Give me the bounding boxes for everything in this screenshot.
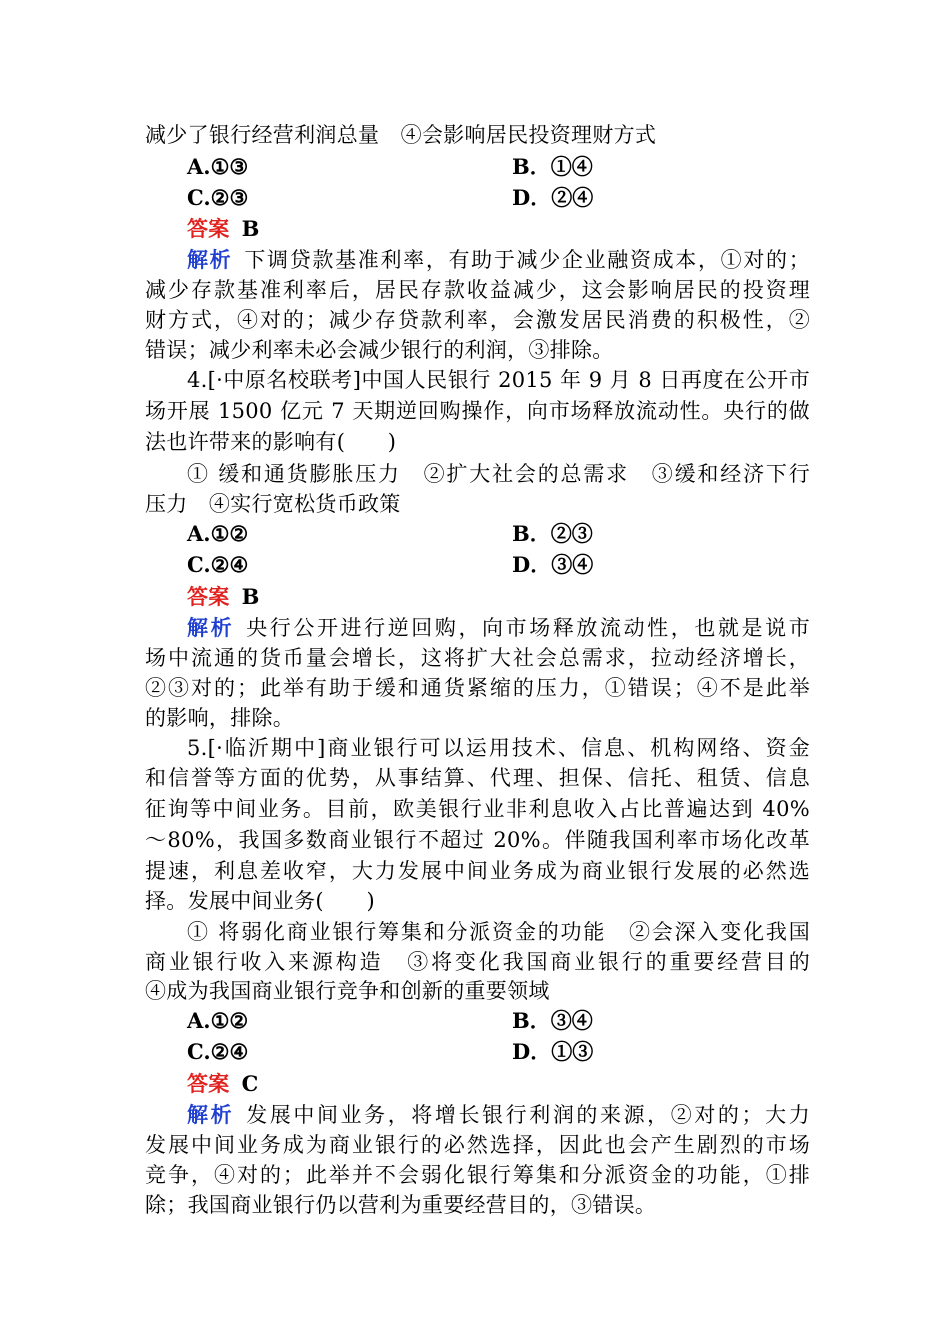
option-b: B．③④ bbox=[512, 1008, 593, 1033]
question-stem-line: 5.[·临沂期中]商业银行可以运用技术、信息、机构网络、资金 bbox=[187, 736, 810, 760]
option-b: B．①④ bbox=[512, 154, 593, 179]
option-c: C.②③ bbox=[187, 185, 249, 210]
question-stem-line: 减少了银行经营利润总量 ④会影响居民投资理财方式 bbox=[145, 123, 657, 147]
option-c: C.②④ bbox=[187, 552, 249, 577]
choice-line: ① 将弱化商业银行筹集和分派资金的功能 ②会深入变化我国 bbox=[187, 920, 810, 944]
question-stem-line: 提速，利息差收窄，大力发展中间业务成为商业银行发展的必然选 bbox=[145, 859, 810, 883]
option-a: A.①② bbox=[187, 1008, 249, 1033]
answer-value: B bbox=[241, 584, 260, 609]
option-c: C.②④ bbox=[187, 1039, 249, 1064]
question-stem-line: 场开展 1500 亿元 7 天期逆回购操作，向市场释放流动性。央行的做 bbox=[145, 399, 810, 423]
explanation-label: 解析 bbox=[187, 247, 233, 272]
choice-line: ① 缓和通货膨胀压力 ②扩大社会的总需求 ③缓和经济下行 bbox=[187, 462, 810, 486]
explanation-line: 场中流通的货币量会增长，这将扩大社会总需求，拉动经济增长， bbox=[145, 646, 810, 670]
answer-line bbox=[187, 214, 810, 244]
answer-line bbox=[187, 582, 810, 612]
explanation-line: 除；我国商业银行仍以营利为重要经营目的，③错误。 bbox=[145, 1193, 657, 1217]
explanation-label: 解析 bbox=[187, 1102, 235, 1127]
option-d: D．③④ bbox=[512, 552, 594, 577]
explanation-line: 竞争，④对的；此举并不会弱化银行筹集和分派资金的功能，①排 bbox=[145, 1163, 810, 1187]
answer-label: 答案 bbox=[187, 216, 230, 241]
question-stem-line: 4.[·中原名校联考]中国人民银行 2015 年 9 月 8 日再度在公开市 bbox=[187, 368, 810, 392]
option-d: D．②④ bbox=[512, 185, 594, 210]
answer-value: B bbox=[241, 216, 260, 241]
choice-line: ④成为我国商业银行竞争和创新的重要领域 bbox=[145, 979, 550, 1003]
answer-label: 答案 bbox=[187, 1071, 230, 1096]
explanation-line: 解析 央行公开进行逆回购，向市场释放流动性，也就是说市 bbox=[187, 615, 810, 640]
choice-line: 商业银行收入来源构造 ③将变化我国商业银行的重要经营目的 bbox=[145, 950, 810, 974]
option-a: A.①② bbox=[187, 521, 249, 546]
choice-line: 压力 ④实行宽松货币政策 bbox=[145, 492, 401, 516]
answer-value: C bbox=[241, 1071, 259, 1096]
explanation-line: 错误；减少利率未必会减少银行的利润，③排除。 bbox=[145, 338, 614, 362]
explanation-line: 解析 下调贷款基准利率，有助于减少企业融资成本，①对的； bbox=[187, 247, 811, 272]
explanation-label: 解析 bbox=[187, 615, 235, 640]
option-b: B．②③ bbox=[512, 521, 593, 546]
option-d: D．①③ bbox=[512, 1039, 594, 1064]
answer-label: 答案 bbox=[187, 584, 230, 609]
explanation-line: 财方式，④对的；减少存贷款利率，会激发居民消费的积极性，② bbox=[145, 308, 810, 332]
answer-line bbox=[187, 1069, 810, 1099]
question-stem-line: 和信誉等方面的优势，从事结算、代理、担保、信托、租赁、信息 bbox=[145, 766, 810, 790]
question-stem-line: ～80%，我国多数商业银行不超过 20%。伴随我国利率市场化改革 bbox=[145, 828, 810, 852]
question-stem-line: 征询等中间业务。目前，欧美银行业非利息收入占比普遍达到 40% bbox=[145, 797, 810, 821]
explanation-line: 解析 发展中间业务，将增长银行利润的来源，②对的；大力 bbox=[187, 1102, 810, 1127]
explanation-line: 减少存款基准利率后，居民存款收益减少，这会影响居民的投资理 bbox=[145, 278, 810, 302]
explanation-line: ②③对的；此举有助于缓和通货紧缩的压力，①错误；④不是此举 bbox=[145, 676, 810, 700]
option-a: A.①③ bbox=[187, 154, 249, 179]
question-stem-line: 择。发展中间业务( ) bbox=[145, 889, 375, 913]
explanation-line: 发展中间业务成为商业银行的必然选择，因此也会产生剧烈的市场 bbox=[145, 1133, 810, 1157]
explanation-line: 的影响，排除。 bbox=[145, 706, 295, 730]
question-stem-line: 法也许带来的影响有( ) bbox=[145, 430, 397, 454]
